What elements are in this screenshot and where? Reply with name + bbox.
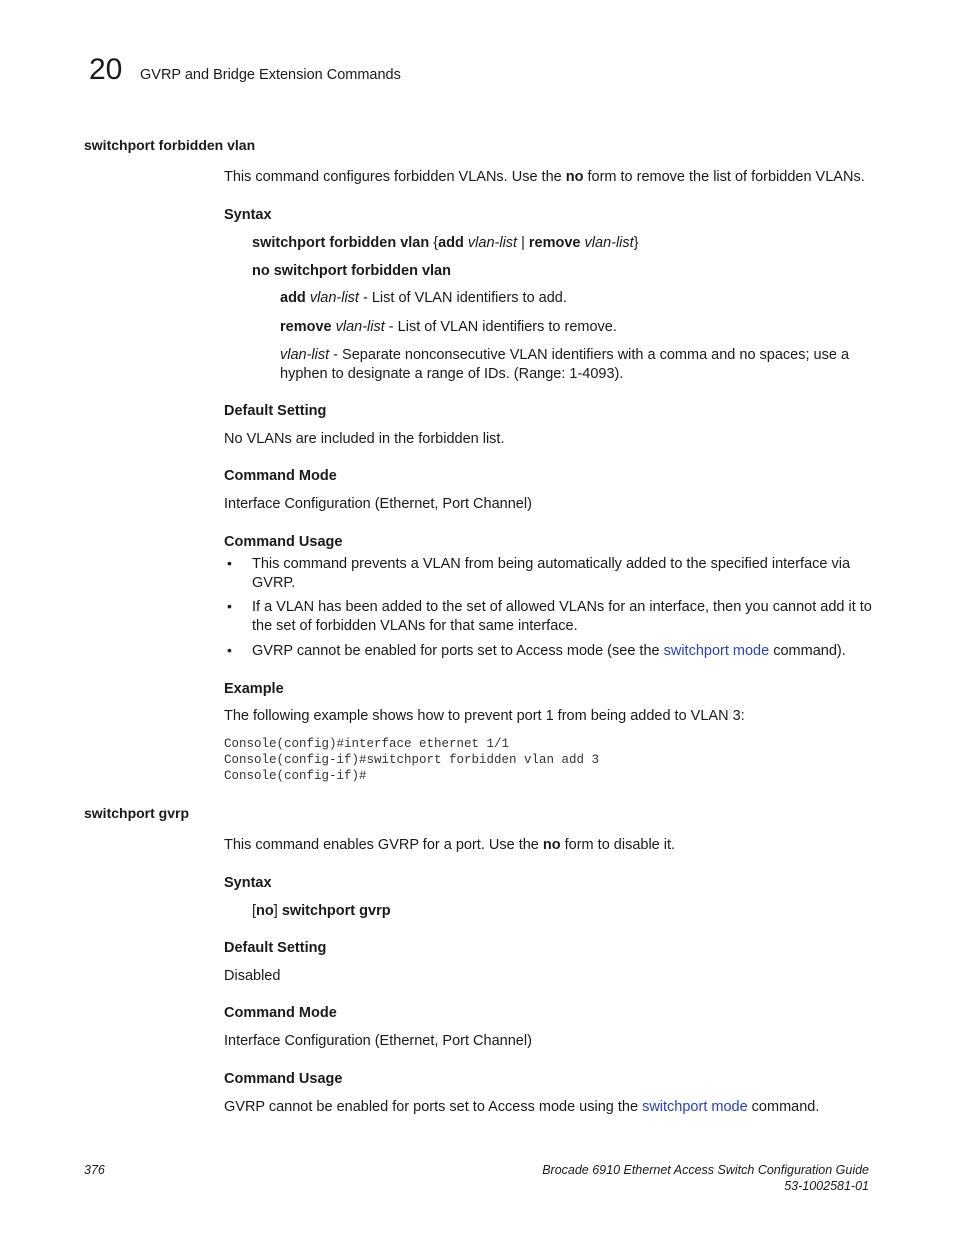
code-line: Console(config-if)#switchport forbidden vlan add 3 (224, 753, 600, 767)
doc-number: 53-1002581-01 (784, 1179, 869, 1193)
command-mode-heading: Command Mode (224, 1005, 337, 1021)
param-remove: remove vlan-list - List of VLAN identifiers to remove. (280, 319, 617, 335)
param-add: add vlan-list - List of VLAN identifiers to add. (280, 290, 567, 306)
gvrp-intro: This command enables GVRP for a port. Use the no form to disable it. (224, 837, 676, 853)
command-usage-heading: Command Usage (224, 534, 343, 550)
param-vlan-list: vlan-list - Separate nonconsecutive VLAN identifiers with a comma and no spaces; use a hyphen to designate a range of IDs. (Range: 1-4093). (280, 347, 850, 382)
command-usage-heading: Command Usage (224, 1071, 343, 1087)
command-mode-text: Interface Configuration (Ethernet, Port Channel) (224, 1033, 532, 1049)
syntax-line-no-form: no switchport forbidden vlan (252, 263, 451, 279)
gvrp-usage-text: GVRP cannot be enabled for ports set to Access mode using the switchport mode command. (224, 1099, 820, 1115)
syntax-line: switchport forbidden vlan {add vlan-list | remove vlan-list} (252, 235, 639, 251)
example-heading: Example (224, 681, 284, 697)
chapter-title: GVRP and Bridge Extension Commands (140, 67, 401, 83)
bullet-icon: • (227, 598, 232, 614)
page-number: 376 (84, 1163, 105, 1177)
switchport-mode-link[interactable]: switchport mode (663, 643, 770, 659)
bullet-icon: • (227, 642, 232, 658)
usage-bullet-1: This command prevents a VLAN from being automatically added to the specified interface via GVRP. (252, 556, 851, 591)
syntax-heading: Syntax (224, 875, 272, 891)
syntax-heading: Syntax (224, 207, 272, 223)
example-text: The following example shows how to prevent port 1 from being added to VLAN 3: (224, 708, 745, 724)
usage-bullet-3: GVRP cannot be enabled for ports set to Access mode (see the switchport mode command). (252, 643, 846, 659)
code-line: Console(config)#interface ethernet 1/1 (224, 737, 510, 751)
bullet-icon: • (227, 555, 232, 571)
default-setting-text: No VLANs are included in the forbidden list. (224, 431, 505, 447)
usage-bullet-2: If a VLAN has been added to the set of allowed VLANs for an interface, then you cannot add it to the set of forbidden VLANs for that same interface. (252, 599, 872, 634)
forbidden-vlan-intro: This command configures forbidden VLANs. Use the no form to remove the list of forbidden VLANs. (224, 169, 865, 185)
default-setting-heading: Default Setting (224, 940, 327, 956)
chapter-number: 20 (89, 53, 123, 86)
command-heading-forbidden-vlan: switchport forbidden vlan (84, 137, 256, 153)
command-mode-heading: Command Mode (224, 468, 337, 484)
default-setting-heading: Default Setting (224, 403, 327, 419)
guide-title: Brocade 6910 Ethernet Access Switch Configuration Guide (542, 1163, 869, 1177)
switchport-mode-link[interactable]: switchport mode (642, 1099, 748, 1115)
command-heading-gvrp: switchport gvrp (84, 805, 190, 821)
default-setting-text: Disabled (224, 968, 281, 984)
syntax-line: [no] switchport gvrp (252, 903, 391, 919)
code-line: Console(config-if)# (224, 769, 367, 783)
command-mode-text: Interface Configuration (Ethernet, Port Channel) (224, 496, 532, 512)
